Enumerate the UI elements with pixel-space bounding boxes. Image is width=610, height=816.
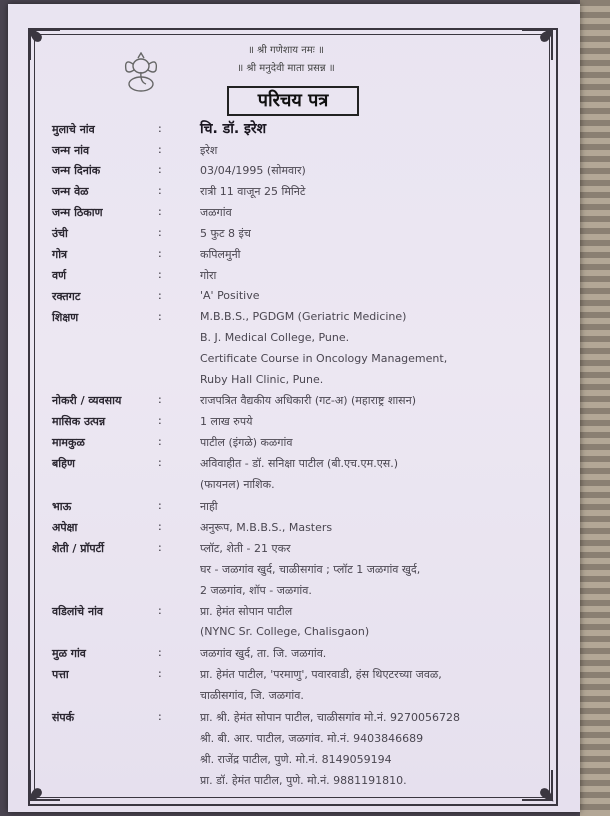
field-value: 5 फुट 8 इंच — [200, 227, 251, 240]
field-value: घर - जळगांव खुर्द, चाळीसगांव ; प्लॉट 1 जळगांव खुर्द, — [200, 563, 421, 576]
field-value: अनुरूप, M.B.B.S., Masters — [200, 521, 333, 534]
invocation-line-1: ॥ श्री गणेशाय नमः ॥ — [248, 45, 324, 56]
field-value: रात्री 11 वाजून 25 मिनिटे — [200, 185, 306, 198]
field-value: जळगांव खुर्द, ता. जि. जळगांव. — [200, 647, 327, 660]
field-row — [52, 310, 562, 386]
field-colon: : — [158, 310, 162, 323]
field-label: पत्ता — [52, 668, 69, 681]
field-colon: : — [158, 604, 162, 617]
field-row — [52, 541, 562, 597]
field-row — [52, 667, 562, 702]
field-label: गोत्र — [52, 248, 68, 261]
field-label: वडिलांचे नांव — [52, 605, 104, 618]
field-colon: : — [158, 122, 162, 135]
field-colon: : — [158, 541, 162, 554]
field-value: B. J. Medical College, Pune. — [200, 331, 350, 344]
field-colon: : — [158, 520, 162, 533]
field-row — [52, 122, 562, 142]
field-colon: : — [158, 143, 162, 156]
field-label: संपर्क — [52, 711, 75, 724]
field-row — [52, 604, 562, 638]
field-label: नोकरी / व्यवसाय — [52, 394, 122, 407]
field-colon: : — [158, 393, 162, 406]
field-label: जन्म वेळ — [52, 185, 89, 198]
field-label: उंची — [52, 227, 68, 240]
field-label: मामकुळ — [52, 436, 85, 449]
field-row — [52, 456, 562, 491]
field-label: मुलाचे नांव — [52, 123, 95, 136]
field-row — [52, 247, 562, 267]
field-value: इरेश — [200, 144, 218, 157]
field-value: प्लॉट, शेती - 21 एकर — [200, 542, 291, 555]
field-colon: : — [158, 205, 162, 218]
field-row — [52, 393, 562, 413]
field-label: मुळ गांव — [52, 647, 86, 660]
field-label: भाऊ — [52, 500, 72, 513]
field-colon: : — [158, 247, 162, 260]
field-label: अपेक्षा — [52, 521, 78, 534]
field-value: (फायनल) नाशिक. — [200, 478, 275, 491]
field-value: श्री. बी. आर. पाटील, जळगांव. मो.नं. 9403846689 — [200, 732, 424, 745]
field-value: चाळीसगांव, जि. जळगांव. — [200, 689, 304, 702]
field-row — [52, 414, 562, 434]
field-colon: : — [158, 268, 162, 281]
field-value: गोरा — [200, 269, 217, 282]
field-value: Certificate Course in Oncology Management, — [200, 352, 448, 365]
field-value: राजपत्रित वैद्यकीय अधिकारी (गट-अ) (महाराष्ट्र शासन) — [200, 394, 417, 407]
field-colon: : — [158, 456, 162, 469]
field-colon: : — [158, 435, 162, 448]
field-value: 2 जळगांव, शॉप - जळगांव. — [200, 584, 312, 597]
field-row — [52, 499, 562, 519]
field-value: प्रा. हेमंत सोपान पाटील — [200, 605, 293, 618]
field-value: अविवाहीत - डॉ. सनिक्षा पाटील (बी.एच.एम.एस.) — [200, 457, 398, 470]
field-value: प्रा. हेमंत पाटील, 'परमाणु', पवारवाडी, हंस थिएटरच्या जवळ, — [200, 668, 442, 681]
field-label: बहिण — [52, 457, 75, 470]
field-label: वर्ण — [52, 269, 67, 282]
field-value: कपिलमुनी — [200, 248, 241, 261]
field-colon: : — [158, 289, 162, 302]
page-title: परिचय पत्र — [227, 86, 359, 116]
field-value: Ruby Hall Clinic, Pune. — [200, 373, 324, 386]
field-colon: : — [158, 184, 162, 197]
field-colon: : — [158, 414, 162, 427]
field-value: 03/04/1995 (सोमवार) — [200, 164, 306, 177]
field-label: जन्म दिनांक — [52, 164, 101, 177]
field-row — [52, 710, 562, 787]
field-value: चि. डॉ. इरेश — [200, 121, 267, 137]
field-colon: : — [158, 499, 162, 512]
field-value: प्रा. श्री. हेमंत सोपान पाटील, चाळीसगांव मो.नं. 9270056728 — [200, 711, 460, 724]
field-row — [52, 520, 562, 540]
field-value: पाटील (इंगळे) कळगांव — [200, 436, 293, 449]
field-row — [52, 163, 562, 183]
field-value: नाही — [200, 500, 218, 513]
field-value: M.B.B.S., PGDGM (Geriatric Medicine) — [200, 310, 407, 323]
field-row — [52, 184, 562, 204]
corner-ornament-icon — [520, 768, 554, 802]
field-row — [52, 646, 562, 666]
field-row — [52, 226, 562, 246]
field-value: श्री. राजेंद्र पाटील, पुणे. मो.नं. 8149059194 — [200, 753, 392, 766]
field-colon: : — [158, 163, 162, 176]
field-value: 'A' Positive — [200, 289, 260, 302]
field-value: प्रा. डॉ. हेमंत पाटील, पुणे. मो.नं. 9881191810. — [200, 774, 407, 787]
field-label: शिक्षण — [52, 311, 79, 324]
field-label: रक्तगट — [52, 290, 81, 303]
corner-ornament-icon — [28, 768, 62, 802]
field-label: शेती / प्रॉपर्टी — [52, 542, 105, 555]
field-colon: : — [158, 710, 162, 723]
field-row — [52, 268, 562, 288]
field-row — [52, 205, 562, 225]
background-edge — [580, 0, 610, 816]
field-label: जन्म नांव — [52, 144, 90, 157]
field-row — [52, 435, 562, 455]
field-colon: : — [158, 667, 162, 680]
field-label: जन्म ठिकाण — [52, 206, 103, 219]
field-row — [52, 289, 562, 309]
field-colon: : — [158, 226, 162, 239]
invocation-line-2: ॥ श्री मनुदेवी माता प्रसन्न ॥ — [237, 63, 335, 74]
field-value: 1 लाख रुपये — [200, 415, 253, 428]
field-row — [52, 143, 562, 163]
field-colon: : — [158, 646, 162, 659]
field-value: (NYNC Sr. College, Chalisgaon) — [200, 625, 370, 638]
field-value: जळगांव — [200, 206, 232, 219]
field-label: मासिक उत्पन्न — [52, 415, 106, 428]
